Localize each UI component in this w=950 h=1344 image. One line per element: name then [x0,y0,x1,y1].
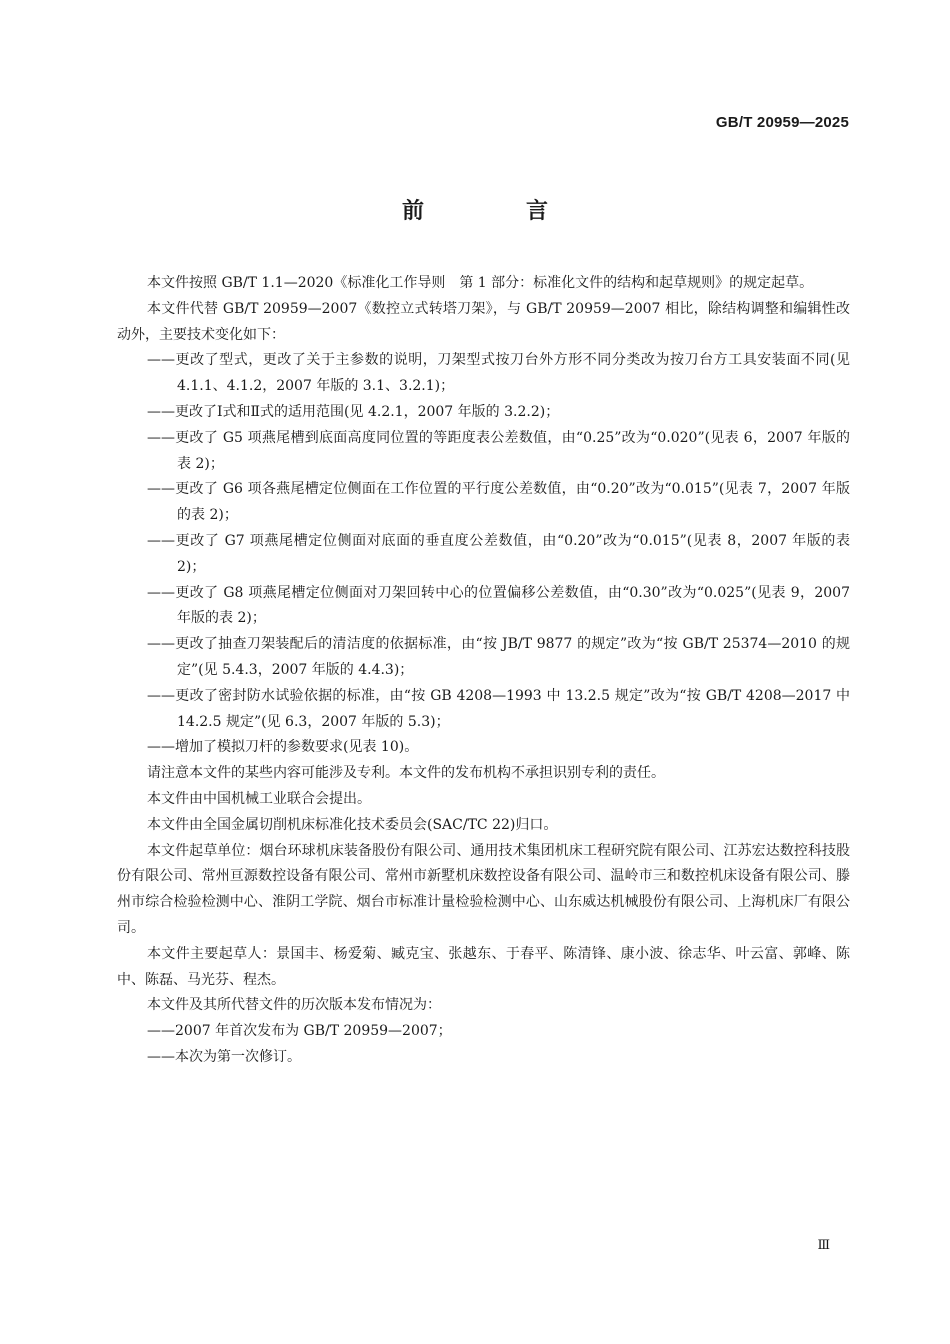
patent-notice: 请注意本文件的某些内容可能涉及专利。本文件的发布机构不承担识别专利的责任。 [147,765,665,782]
change-item: ——更改了 G7 项燕尾槽定位侧面对底面的垂直度公差数值，由“0.20”改为“0.015”(见表 8，2007 年版的表 2)； [147,532,850,575]
version-history-item: ——2007 年首次发布为 GB/T 20959—2007； [147,1023,452,1040]
change-item: ——更改了抽查刀架装配后的清洁度的依据标准，由“按 JB/T 9877 的规定”改为“按 GB/T 25374—2010 的规定”(见 5.4.3，2007 年版的 4.4.3)； [147,636,850,678]
version-history-intro: 本文件及其所代替文件的历次版本发布情况为： [147,997,441,1014]
page-number: Ⅲ [817,1238,830,1253]
standard-code: GB/T 20959—2025 [715,114,849,131]
paragraph: 本文件代替 GB/T 20959—2007《数控立式转塔刀架》，与 GB/T 20959—2007 相比，除结构调整和编辑性改动外，主要技术变化如下： [117,300,850,343]
page-title: 前 言 [401,199,588,224]
paragraph: 本文件按照 GB/T 1.1—2020《标准化工作导则 第 1 部分：标准化文件的结构和起草规则》的规定起草。 [147,275,814,291]
change-item: ——增加了模拟刀杆的参数要求(见表 10)。 [147,739,419,756]
version-history-item: ——本次为第一次修订。 [147,1048,301,1065]
drafting-units: 本文件起草单位：烟台环球机床装备股份有限公司、通用技术集团机床工程研究院有限公司、江苏宏达数控科技股份有限公司、常州亘源数控设备有限公司、常州市新墅机床数控设备有限公司、温岭市三和数控机床设备有限公司、滕州市综合检验检测中心、淮阴工学院、烟台市标准计量检验检测中心、山东威达机械股份有限公司、上海机床厂有限公司。 [117,842,850,936]
document-body [117,271,850,1071]
centralized-unit-statement: 本文件由全国金属切削机床标准化技术委员会(SAC/TC 22)归口。 [147,816,558,833]
change-item: ——更改了 G6 项各燕尾槽定位侧面在工作位置的平行度公差数值，由“0.20”改为“0.015”(见表 7，2007 年版的表 2)； [147,481,850,524]
drafters: 本文件主要起草人：景国丰、杨爱菊、臧克宝、张越东、于春平、陈清锋、康小波、徐志华、叶云富、郭峰、陈中、陈磊、马光芬、程杰。 [117,945,850,988]
change-item: ——更改了 G5 项燕尾槽到底面高度同位置的等距度表公差数值，由“0.25”改为“0.020”(见表 6，2007 年版的表 2)； [147,429,850,472]
change-item: ——更改了Ⅰ式和Ⅱ式的适用范围(见 4.2.1，2007 年版的 3.2.2)； [147,403,560,420]
change-item: ——更改了密封防水试验依据的标准，由“按 GB 4208—1993 中 13.2.5 规定”改为“按 GB/T 4208—2017 中 14.2.5 规定”(见 6.3，2007 年版的 5.3)； [147,687,850,730]
change-item: ——更改了型式，更改了关于主参数的说明，刀架型式按刀台外方形不同分类改为按刀台方工具安装面不同(见 4.1.1、4.1.2，2007 年版的 3.1、3.2.1)； [147,352,850,395]
proposer-statement: 本文件由中国机械工业联合会提出。 [147,790,371,807]
change-item: ——更改了 G8 项燕尾槽定位侧面对刀架回转中心的位置偏移公差数值，由“0.30”改为“0.025”(见表 9，2007 年版的表 2)； [147,584,850,627]
